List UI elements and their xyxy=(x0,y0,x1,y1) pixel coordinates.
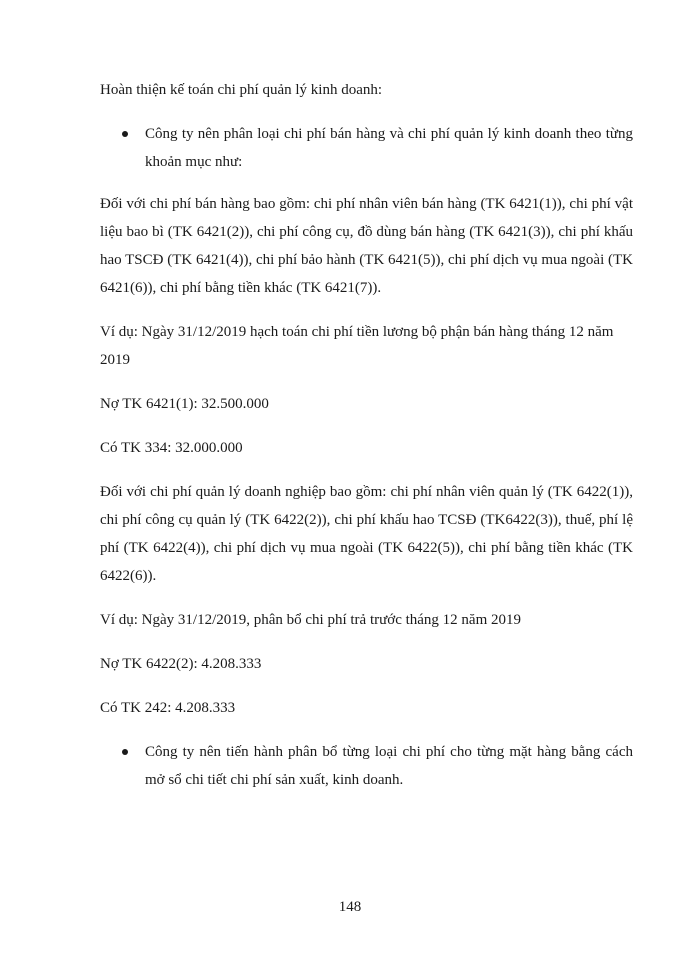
selling-expense-paragraph: Đối với chi phí bán hàng bao gồm: chi phí nhân viên bán hàng (TK 6421(1)), chi phí vật liệu bao bì (TK 6421(2)), chi phí công cụ, đồ dùng bán hàng (TK 6421(3)), chi phí khấu hao TSCĐ (TK 6421(4)), chi phí bảo hành (TK 6421(5)), chi phí dịch vụ mua ngoài (TK 6421(6)), chi phí bằng tiền khác (TK 6421(7)). xyxy=(100,196,633,296)
page-number: 148 xyxy=(338,899,362,915)
bullet-item xyxy=(100,120,633,176)
example-1: Ví dụ: Ngày 31/12/2019 hạch toán chi phí tiền lương bộ phận bán hàng tháng 12 năm 2019 xyxy=(100,324,614,368)
credit-entry-1: Có TK 334: 32.000.000 xyxy=(100,440,243,456)
debit-entry-1: Nợ TK 6421(1): 32.500.000 xyxy=(100,396,269,412)
bullet-list-2 xyxy=(100,738,633,794)
page-content xyxy=(100,76,633,808)
admin-expense-paragraph: Đối với chi phí quản lý doanh nghiệp bao gồm: chi phí nhân viên quản lý (TK 6422(1)), chi phí công cụ quản lý (TK 6422(2)), chi phí khấu hao TCSĐ (TK6422(3)), thuế, phí lệ phí (TK 6422(4)), chi phí dịch vụ mua ngoài (TK 6422(5)), chi phí bằng tiền khác (TK 6422(6)). xyxy=(100,484,633,584)
bullet-text: Công ty nên tiến hành phân bổ từng loại chi phí cho từng mặt hàng bằng cách mở sổ chi tiết chi phí sản xuất, kinh doanh. xyxy=(145,744,633,788)
section-heading: Hoàn thiện kế toán chi phí quản lý kinh doanh: xyxy=(100,82,383,98)
bullet-list-1 xyxy=(100,120,633,176)
bullet-item xyxy=(100,738,633,794)
debit-entry-2: Nợ TK 6422(2): 4.208.333 xyxy=(100,656,262,672)
bullet-dot-icon xyxy=(122,749,128,755)
bullet-dot-icon xyxy=(122,131,128,137)
credit-entry-2: Có TK 242: 4.208.333 xyxy=(100,700,236,716)
bullet-text: Công ty nên phân loại chi phí bán hàng và chi phí quản lý kinh doanh theo từng khoản mục như: xyxy=(145,126,633,170)
example-2: Ví dụ: Ngày 31/12/2019, phân bổ chi phí trả trước tháng 12 năm 2019 xyxy=(100,612,521,628)
